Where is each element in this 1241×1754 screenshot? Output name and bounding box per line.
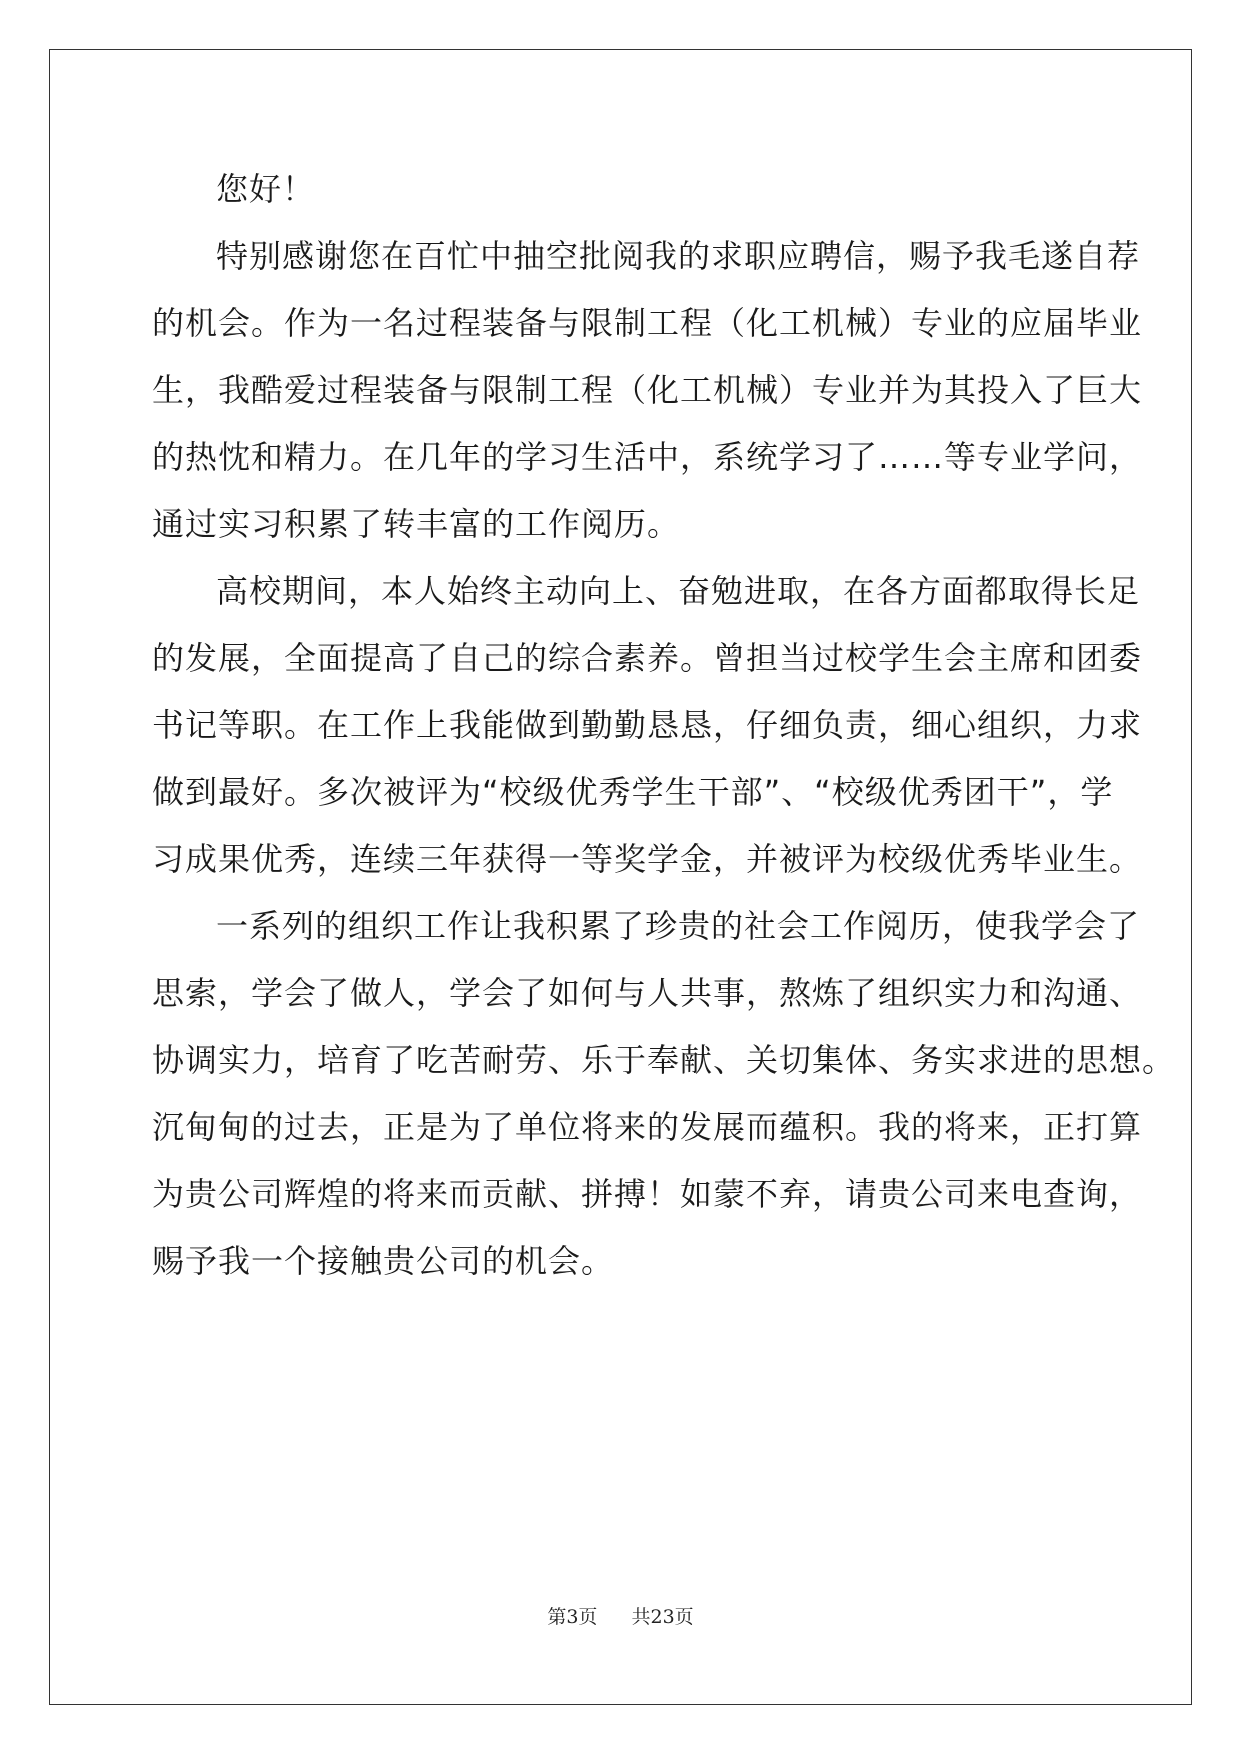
text-line: 的热忱和精力。在几年的学习生活中，系统学习了……等专业学问， <box>152 438 1143 476</box>
text-line: 思索，学会了做人，学会了如何与人共事，熬炼了组织实力和沟通、 <box>152 974 1143 1012</box>
page-footer <box>0 1602 1241 1629</box>
text-line: 沉甸甸的过去，正是为了单位将来的发展而蕴积。我的将来，正打算 <box>152 1108 1143 1146</box>
text-line: 通过实习积累了转丰富的工作阅历。 <box>152 505 681 543</box>
text-line: 一系列的组织工作让我积累了珍贵的社会工作阅历，使我学会了 <box>216 907 1141 945</box>
text-line: 您好！ <box>216 170 316 208</box>
text-line: 协调实力，培育了吃苦耐劳、乐于奉献、关切集体、务实求进的思想。 <box>152 1041 1176 1079</box>
page-number-current: 第3页 <box>547 1606 598 1628</box>
text-line: 生，我酷爱过程装备与限制工程（化工机械）专业并为其投入了巨大 <box>152 371 1143 409</box>
text-line: 为贵公司辉煌的将来而贡献、拼搏！如蒙不弃，请贵公司来电查询， <box>152 1175 1143 1213</box>
text-line: 的机会。作为一名过程装备与限制工程（化工机械）专业的应届毕业 <box>152 304 1143 342</box>
text-line: 书记等职。在工作上我能做到勤勤恳恳，仔细负责，细心组织，力求 <box>152 706 1143 744</box>
text-line: 赐予我一个接触贵公司的机会。 <box>152 1242 615 1280</box>
text-line: 高校期间，本人始终主动向上、奋勉进取，在各方面都取得长足 <box>216 572 1141 610</box>
text-line: 习成果优秀，连续三年获得一等奖学金，并被评为校级优秀毕业生。 <box>152 840 1143 878</box>
page-number-total: 共23页 <box>631 1606 694 1628</box>
text-line: 的发展，全面提高了自己的综合素养。曾担当过校学生会主席和团委 <box>152 639 1143 677</box>
text-line: 特别感谢您在百忙中抽空批阅我的求职应聘信，赐予我毛遂自荐 <box>216 237 1141 275</box>
text-line: 做到最好。多次被评为“校级优秀学生干部”、“校级优秀团干”，学 <box>152 773 1114 811</box>
letter-body <box>152 167 1176 1306</box>
